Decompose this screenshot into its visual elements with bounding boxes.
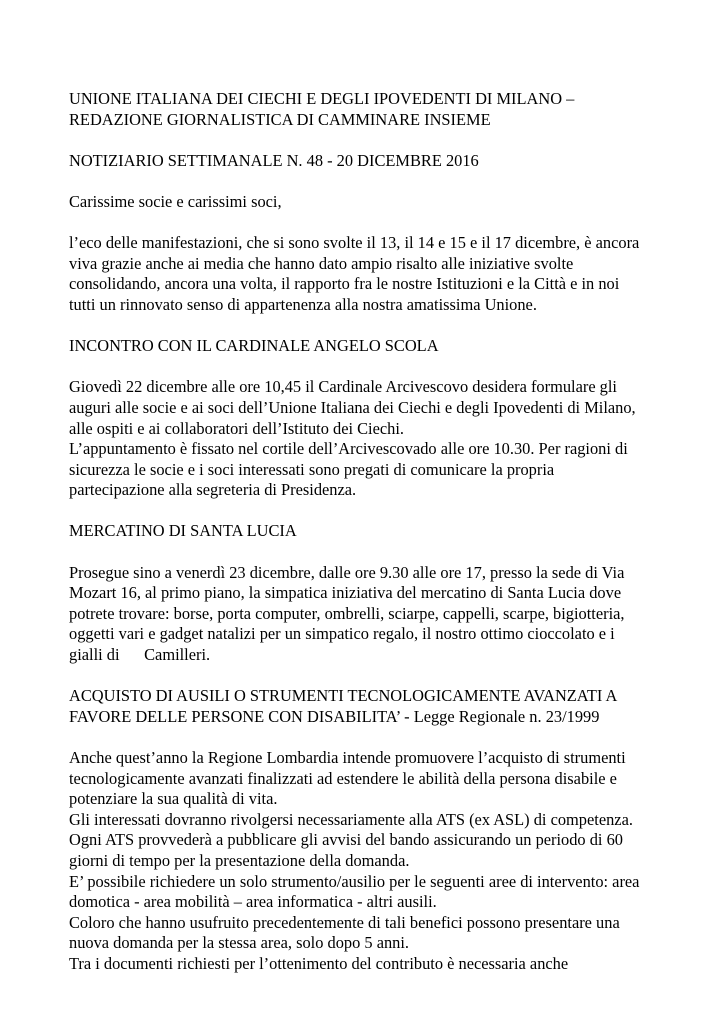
paragraph-line: tecnologicamente avanzati finalizzati ad estendere le abilità della persona disabile e: [69, 768, 617, 788]
paragraph-line: E’ possibile richiedere un solo strumento/ausilio per le seguenti aree di intervento: area: [69, 871, 640, 891]
paragraph-line: tutti un rinnovato senso di appartenenza alla nostra amatissima Unione.: [69, 294, 537, 314]
paragraph-line: consolidando, ancora una volta, il rapporto fra le nostre Istituzioni e la Città e in noi: [69, 274, 620, 294]
paragraph-line: alle ospiti e ai collaboratori dell’Istituto dei Ciechi.: [69, 418, 404, 438]
paragraph-line: giorni di tempo per la presentazione della domanda.: [69, 850, 410, 870]
greeting: [69, 192, 669, 213]
paragraph-line: oggetti vari e gadget natalizi per un simpatico regalo, il nostro ottimo cioccolato e i: [69, 624, 615, 644]
paragraph-line: Mozart 16, al primo piano, la simpatica iniziativa del mercatino di Santa Lucia dove: [69, 583, 622, 603]
paragraph-line: domotica - area mobilità – area informatica - altri ausili.: [69, 892, 437, 912]
paragraph-line: partecipazione alla segreteria di Presidenza.: [69, 480, 357, 500]
header-line: REDAZIONE GIORNALISTICA DI CAMMINARE INSIEME: [69, 109, 491, 129]
paragraph-line: nuova domanda per la stessa area, solo dopo 5 anni.: [69, 933, 410, 953]
paragraph-line: sicurezza le socie e i soci interessati sono pregati di comunicare la propria: [69, 459, 555, 479]
organization-header: [69, 89, 669, 130]
paragraph-line: gialli di Camilleri.: [69, 645, 211, 665]
paragraph-line: Tra i documenti richiesti per l’ottenimento del contributo è necessaria anche: [69, 953, 569, 973]
section-heading-line: INCONTRO CON IL CARDINALE ANGELO SCOLA: [69, 336, 439, 356]
paragraph-line: l’eco delle manifestazioni, che si sono svolte il 13, il 14 e 15 e il 17 dicembre, è ancora: [69, 233, 640, 253]
section-body-cardinale: [69, 377, 669, 501]
document-body: [69, 89, 669, 995]
paragraph-line: viva grazie anche ai media che hanno dato ampio risalto alle iniziative svolte: [69, 253, 574, 273]
header-line: UNIONE ITALIANA DEI CIECHI E DEGLI IPOVEDENTI DI MILANO –: [69, 89, 575, 108]
paragraph-line: potrete trovare: borse, porta computer, ombrelli, sciarpe, cappelli, scarpe, bigiotteria,: [69, 603, 625, 623]
section-body-ausili: [69, 748, 669, 975]
paragraph-line: Ogni ATS provvederà a pubblicare gli avvisi del bando assicurando un periodo di 60: [69, 830, 623, 850]
paragraph-line: Giovedì 22 dicembre alle ore 10,45 il Cardinale Arcivescovo desidera formulare gli: [69, 377, 617, 397]
paragraph-line: Gli interessati dovranno rivolgersi necessariamente alla ATS (ex ASL) di competenza.: [69, 809, 633, 829]
paragraph-line: potenziare la sua qualità di vita.: [69, 789, 278, 809]
section-heading-ausili: [69, 686, 669, 727]
paragraph-line: L’appuntamento è fissato nel cortile dell’Arcivescovado alle ore 10.30. Per ragioni di: [69, 439, 628, 459]
section-heading-line: FAVORE DELLE PERSONE CON DISABILITA’ - Legge Regionale n. 23/1999: [69, 706, 600, 726]
newsletter-title: [69, 151, 669, 172]
paragraph-line: Prosegue sino a venerdì 23 dicembre, dalle ore 9.30 alle ore 17, presso la sede di Via: [69, 562, 625, 582]
newsletter-title-text: NOTIZIARIO SETTIMANALE N. 48 - 20 DICEMBRE 2016: [69, 150, 479, 170]
section-heading-line: ACQUISTO DI AUSILI O STRUMENTI TECNOLOGICAMENTE AVANZATI A: [69, 686, 618, 706]
section-heading-mercatino: [69, 521, 669, 542]
greeting-text: Carissime socie e carissimi soci,: [69, 191, 282, 211]
section-heading-cardinale: [69, 336, 669, 357]
section-heading-line: MERCATINO DI SANTA LUCIA: [69, 521, 297, 541]
section-body-mercatino: [69, 563, 669, 666]
paragraph-line: Anche quest’anno la Regione Lombardia intende promuovere l’acquisto di strumenti: [69, 748, 626, 767]
paragraph-line: auguri alle socie e ai soci dell’Unione Italiana dei Ciechi e degli Ipovedenti di Milano,: [69, 397, 636, 417]
paragraph-line: Coloro che hanno usufruito precedentemente di tali benefici possono presentare una: [69, 912, 620, 932]
intro-paragraph: [69, 233, 669, 315]
